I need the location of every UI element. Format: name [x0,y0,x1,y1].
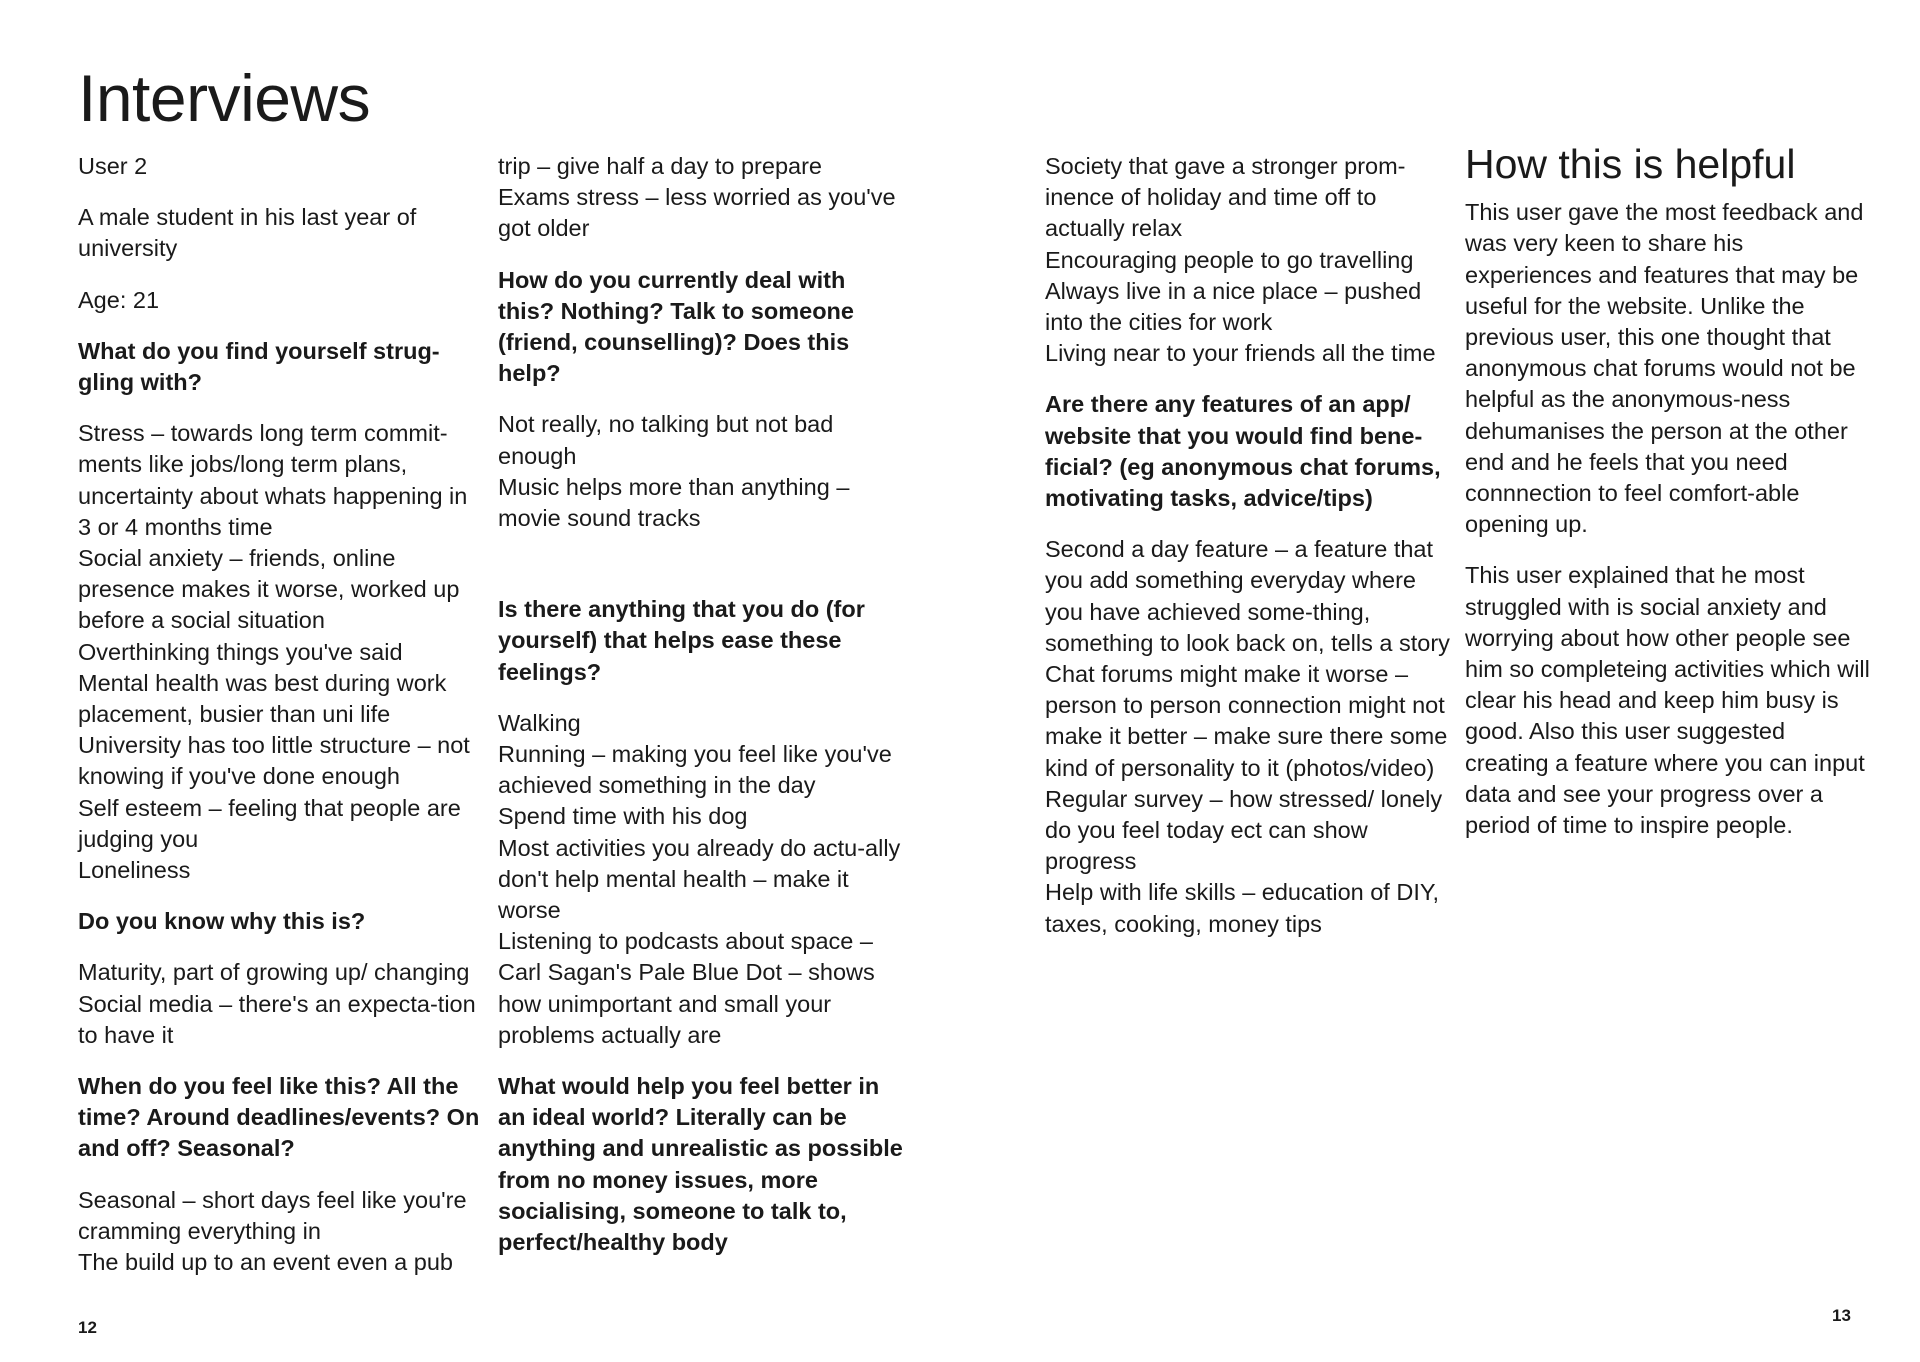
question-struggling: What do you find yourself strug-gling with? [78,337,440,396]
user-age: Age: 21 [78,286,160,313]
answer-struggling [78,418,483,886]
answer-line: Mental health was best during work placement, busier than uni life [78,669,447,728]
answer-line: Seasonal – short days feel like you're cramming everything in [78,1186,467,1244]
answer-line: Maturity, part of growing up/ changing [78,959,470,986]
user-label: User 2 [78,153,148,179]
question-why: Do you know why this is? [78,908,366,935]
answer-line: University has too little structure – not knowing if you've done enough [78,732,470,790]
answer-ideal-world [1045,151,1450,369]
answer-line: Regular survey – how stressed/ lonely do you feel today ect can show progress [1045,785,1443,875]
page-number-left: 12 [78,1318,97,1337]
answer-line: Society that gave a stronger prom-inence of holiday and time off to actually relax [1045,153,1406,242]
helpful-paragraph-1: This user gave the most feedback and was very keen to share his experiences and features that may be useful for the website. Unlike the previous user, this one thought that anonymous chat forums would not be helpful as the anonymous-ness dehumanises the person at the other end and he feels that you need connnection to feel comfort-able opening up. [1465,199,1864,538]
answer-features [1045,534,1450,940]
answer-when-continued [498,151,903,245]
answer-why [78,957,483,1051]
answer-line: Music helps more than anything – movie sound tracks [498,473,850,532]
answer-line: Walking [498,709,581,736]
column-4 [1465,140,1870,841]
answer-line: Not really, no talking but not bad enough [498,411,834,469]
page-title: Interviews [78,61,371,135]
answer-line: Encouraging people to go travelling [1045,246,1414,273]
answer-line: Help with life skills – education of DIY, taxes, cooking, money tips [1045,879,1440,937]
answer-line: Spend time with his dog [498,803,748,830]
answer-when [78,1185,483,1279]
answer-line: Stress – towards long term commit-ments like jobs/long term plans, uncertainty about whats happening in 3 or 4 months time [78,420,468,540]
answer-ease [498,708,903,1051]
answer-line: Most activities you already do actu-ally don't help mental health – make it worse [498,834,901,924]
section-heading-helpful: How this is helpful [1465,141,1796,187]
answer-line: Social anxiety – friends, online presence makes it worse, worked up before a social situation [78,545,460,634]
answer-line: Second a day feature – a feature that you add something everyday where you have achieved some-thing, something to look back on, tells a story [1045,536,1450,656]
answer-line: Social media – there's an expecta-tion to have it [78,990,476,1048]
answer-line: Overthinking things you've said [78,638,403,665]
answer-line: Loneliness [78,857,191,884]
answer-line: Living near to your friends all the time [1045,340,1436,367]
question-ease: Is there anything that you do (for yourself) that helps ease these feelings? [498,596,865,685]
answer-line: Running – making you feel like you've achieved something in the day [498,741,892,799]
question-features: Are there any features of an app/ website that you would find bene-ficial? (eg anonymous chat forums, motivating tasks, advice/tips) [1045,391,1441,512]
answer-line: trip – give half a day to prepare [498,153,822,179]
answer-line: The build up to an event even a pub [78,1249,453,1276]
column-1 [78,151,483,1278]
answer-line: Always live in a nice place – pushed into the cities for work [1045,277,1422,336]
column-2 [498,151,903,1258]
answer-line: Listening to podcasts about space – Carl Sagan's Pale Blue Dot – shows how unimportant and small your problems actually are [498,928,875,1048]
question-ideal-world: What would help you feel better in an ideal world? Literally can be anything and unrealistic as possible from no money issues, more socialising, someone to talk to, perfect/healthy body [498,1073,903,1256]
answer-line: Self esteem – feeling that people are judging you [78,794,461,852]
column-3 [1045,151,1450,940]
question-deal: How do you currently deal with this? Nothing? Talk to someone (friend, counselling)? Does this help? [498,266,854,387]
answer-line: Chat forums might make it worse – person to person connection might not make it better – make sure there some kind of personality to it (photos/video) [1045,661,1448,781]
user-description: A male student in his last year of university [78,204,417,262]
answer-line: Exams stress – less worried as you've got older [498,184,896,242]
helpful-paragraph-2: This user explained that he most struggled with is social anxiety and worrying about how other people see him so completeing activities which will clear his head and keep him busy is good. Also this user suggested creating a feature where you can input data and see your progress over a period of time to inspire people. [1465,562,1870,839]
question-when: When do you feel like this? All the time? Around deadlines/events? On and off? Seasonal? [78,1073,480,1162]
page-number-right: 13 [1832,1306,1851,1325]
answer-deal [498,409,903,534]
